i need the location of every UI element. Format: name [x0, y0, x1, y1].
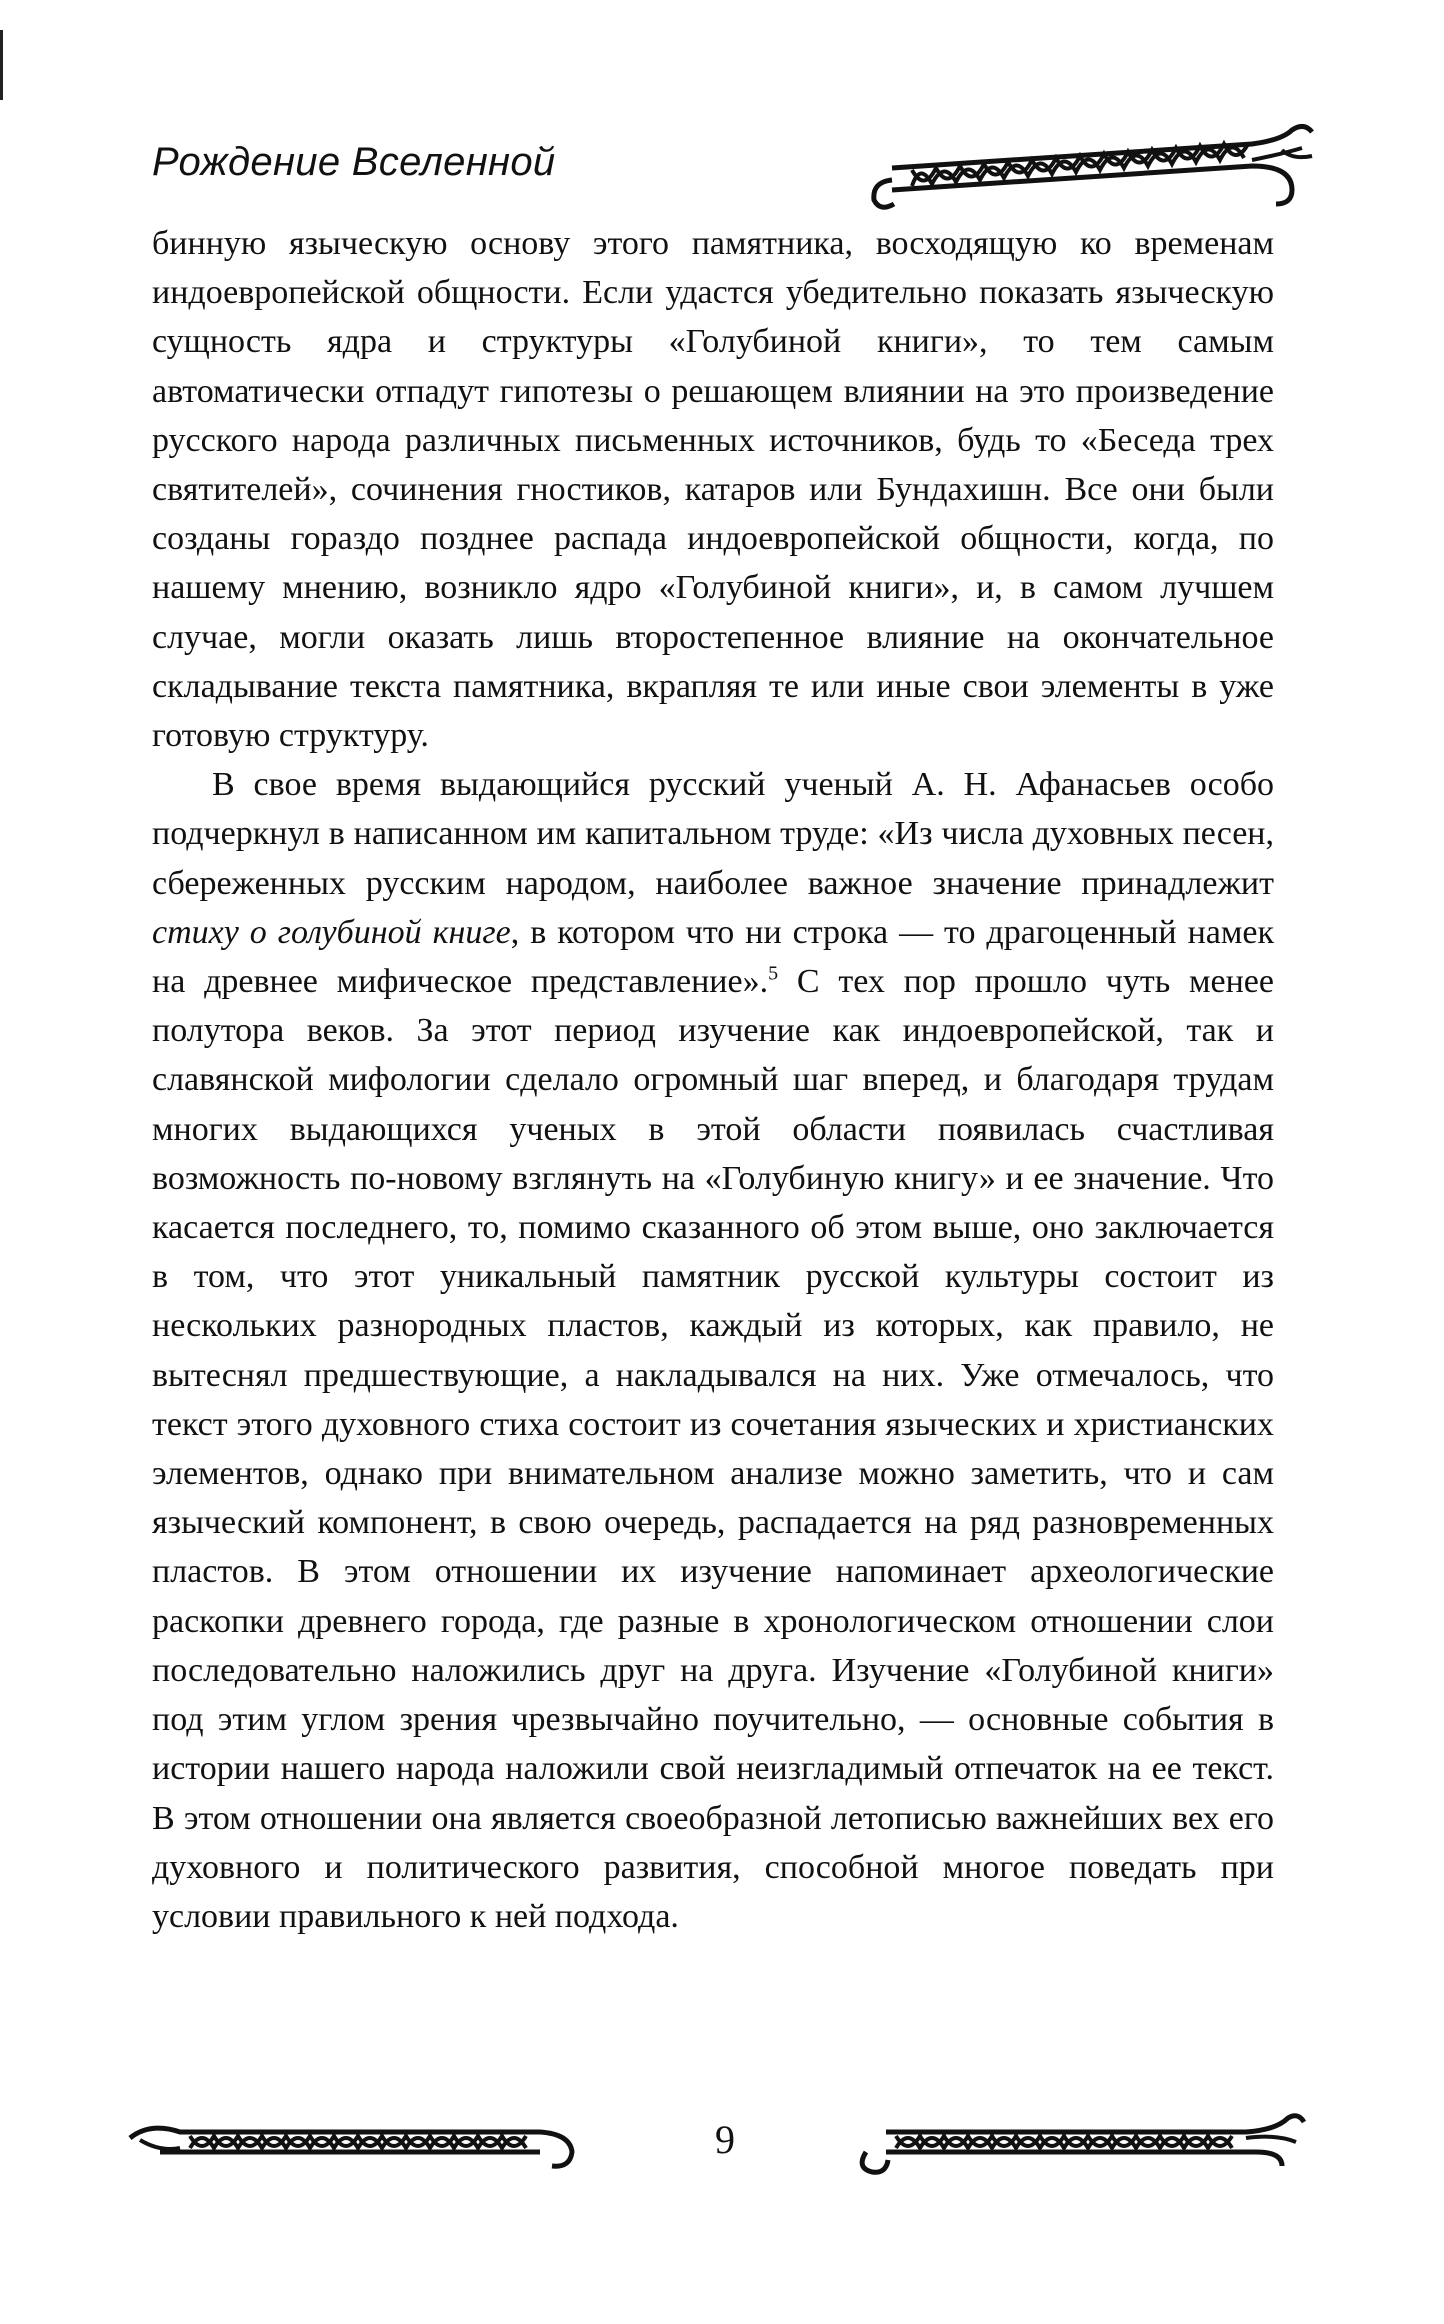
braid-ornament-icon: [836, 2108, 1310, 2178]
body-text: [152, 219, 1274, 1941]
paragraph: [152, 760, 1274, 1941]
page-number: 9: [715, 2117, 735, 2162]
paragraph: бинную языческую основу этого памятника, восходящую ко временам индоевропейской общности. Если удастся убедительно показать языческую сущность ядра и структуры «Голубиной книги», то тем самым автоматически отпадут гипотезы о решающем влиянии на это произведение русского народа различных письменных источников, будь то «Беседа трех святителей», сочинения гностиков, катаров или Бундахишн. Все они были созданы гораздо позднее распада индоевропейской общности, когда, по нашему мнению, возникло ядро «Голубиной книги», и, в самом лучшем случае, могли оказать лишь второстепенное влияние на окончательное складывание текста памятника, вкрапляя те или иные свои элементы в уже готовую структуру.: [152, 225, 1274, 755]
braid-ornament-icon: [120, 2108, 590, 2178]
italic-title: стиху о голубиной книге: [152, 913, 511, 951]
page-header: [152, 120, 1312, 210]
scan-edge-mark: [0, 30, 3, 100]
braid-ornament-icon: [852, 120, 1322, 212]
page-footer: [120, 2108, 1310, 2178]
text-span: С тех пор прошло чуть менее полутора веков. За этот период изучение как индоевропейской, так и славянской мифологии сделало огромный шаг вперед, и благодаря трудам многих выдающихся ученых в этой области появилась счастливая возможность по-новому взглянуть на «Голубиную книгу» и ее значение. Что касается последнего, то, помимо сказанного об этом выше, оно заключается в том, что этот уникальный памятник русской культуры состоит из нескольких разнородных пластов, каждый из которых, как правило, не вытеснял предшествующие, а накладывался на них. Уже отмечалось, что текст этого духовного стиха состоит из сочетания языческих и христианских элементов, однако при внимательном анализе можно заметить, что и сам языческий компонент, в свою очередь, распадается на ряд разновременных пластов. В этом отношении их изучение напоминает археологические раскопки древнего города, где разные в хронологическом отношении слои последовательно наложились друг на друга. Изучение «Голубиной книги» под этим углом зрения чрезвычайно поучительно, — основные события в истории нашего народа наложили свой неизгладимый отпечаток на ее текст. В этом отношении она является своеобразной летописью важнейших вех его духовного и политического развития, способной многое поведать при условии правильного к ней подхода.: [152, 963, 1274, 1935]
text-span: , в котором что ни строка — то драгоценный намек на древнее мифическое представление».: [152, 913, 1274, 1001]
text-span: В свое время выдающийся русский ученый А. Н. Афанасьев особо подчеркнул в написанном им капитальном труде: «Из числа духовных песен, сбереженных русским народом, наиболее важное значение принадлежит: [152, 766, 1274, 902]
running-title: Рождение Вселенной: [152, 140, 556, 184]
footnote-marker: 5: [768, 962, 779, 985]
